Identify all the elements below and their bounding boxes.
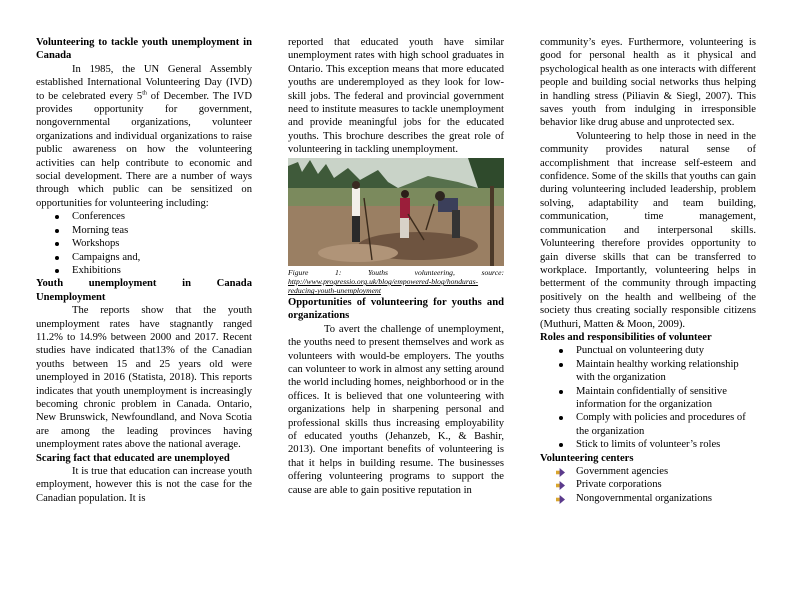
column-3 <box>540 36 756 505</box>
paragraph-educated-youth: reported that educated youth have similar unemployment rates with high school graduates in Ontario. This exception means that more educated youths are underemployed as they look for low-skill jobs. The federal and provincial government need to institute measures to tackle unemployment and provide meaningful jobs for the educated youths. This brochure describes the great role of volunteering in tackling unemployment. <box>288 37 504 156</box>
heading-scaring-fact: Scaring fact that educated are unemployed <box>36 452 230 464</box>
source-link[interactable]: http://www.progressio.org.uk/blog/empowered-blog/honduras-reducing-youth-unemployment <box>288 277 479 296</box>
paragraph-ivd-text-rest: of December. The IVD provides opportunity for government, nongovernmental organizations, volunteer organizations and individual organizations to raise public awareness on how the volunteering activities can help contribute to economic and social development. There are a number of ways through which public can be sensitized on opportunities for volunteering including: <box>36 90 252 209</box>
arrow-bullet-icon <box>556 468 565 477</box>
arrow-bullet-icon <box>556 481 565 490</box>
roles-list <box>540 344 756 451</box>
paragraph-education: It is true that education can increase youth employment, however this is not the case for the Canadian population. It is <box>36 466 252 504</box>
caption-text: Figure 1: Youths volunteering, source: <box>288 267 504 277</box>
column-2 <box>288 36 504 497</box>
list-item: Morning teas <box>36 224 252 237</box>
center-label: Government agencies <box>576 466 669 477</box>
heading-volunteering-canada: Volunteering to tackle youth unemployment in Canada <box>36 37 252 62</box>
list-item: Comply with policies and procedures of the organization <box>540 411 756 438</box>
list-item: Stick to limits of volunteer’s roles <box>540 438 756 451</box>
youths-volunteering-photo <box>288 158 504 266</box>
paragraph-ivd-text: In 1985, the UN General Assembly established International Volunteering Day (IVD) to be celebrated every 5 <box>36 63 252 102</box>
list-item: Workshops <box>36 237 252 250</box>
column-1 <box>36 36 252 505</box>
activities-list <box>36 210 252 277</box>
paragraph-opportunities: To avert the challenge of unemployment, the youths need to present themselves and work as volunteers with would-be employers. The youths can volunteer to work in almost any setting around the world including homes, neighborhood or in the offices. It is believed that one volunteering with organizations help in sharpening personal and professional skills thus increasing employability of educated youths (Jehanzeb, K., & Bashir, 2013). One important benefits of volunteering is that it helps in building resume. The businesses offering volunteering programs to support the cause are able to gain positive reputation in <box>288 323 504 496</box>
list-item <box>540 492 756 505</box>
paragraph-ivd <box>36 63 252 210</box>
list-item: Maintain confidentially of sensitive information for the organization <box>540 385 756 412</box>
centers-list <box>540 465 756 505</box>
heading-roles: Roles and responsibilities of volunteer <box>540 331 712 343</box>
heading-opportunities: Opportunities of volunteering for youths and organizations <box>288 296 504 322</box>
paragraph-unemployment-rates: The reports show that the youth unemployment rates have stagnantly ranged 11.2% to 14.9% between 2000 and 2017. Recent studies have indicated that13% of the Canadian youths between 15 and 25 years old were unemployed in 2016 (Statista, 2018). This reports indicates that youth unemployment is increasingly becoming chronic problem in Canada. Ontario, New Brunswick, Newfoundland, and Nova Scotia are among the leading provinces having unemployment rates above the national average. <box>36 305 252 451</box>
list-item: Maintain healthy working relationship with the organization <box>540 358 756 385</box>
list-item: Conferences <box>36 210 252 223</box>
arrow-bullet-icon <box>556 495 565 504</box>
list-item <box>540 465 756 478</box>
figure-caption <box>288 268 504 296</box>
superscript-th: th <box>142 90 147 97</box>
paragraph-skills: Volunteering to help those in need in the community provides natural sense of accomplishment that increase self-esteem and confidence. Some of the skills that youths can gain during volunteering included leadership, problem solving, adaptability and team building, communication, time management, communication and interpersonal skills. Volunteering therefore provides opportunity to gain diverse skills that can be transferred to workplace. Importantly, volunteering helps in betterment of the community through impacting positively on the health and wellbeing of the society thus creating socially responsible citizens (Muthuri, Matten & Moon, 2009). <box>540 130 756 330</box>
heading-youth-unemployment: Youth unemployment in Canada Unemployment <box>36 278 252 303</box>
list-item: Campaigns and, <box>36 251 252 264</box>
list-item: Punctual on volunteering duty <box>540 344 756 357</box>
center-label: Private corporations <box>576 479 662 491</box>
heading-centers: Volunteering centers <box>540 452 634 464</box>
list-item: Exhibitions <box>36 264 252 277</box>
paragraph-community: community’s eyes. Furthermore, volunteering is good for personal health as it physical and psychological health as one interacts with different people and building social networks thus helping in handling stress (Piliavin & Siegl, 2007). This saves youth from indulging in irresponsible behavior like drug abuse and unprotected sex. <box>540 37 756 129</box>
center-label: Nongovernmental organizations <box>576 492 713 504</box>
list-item <box>540 478 756 491</box>
